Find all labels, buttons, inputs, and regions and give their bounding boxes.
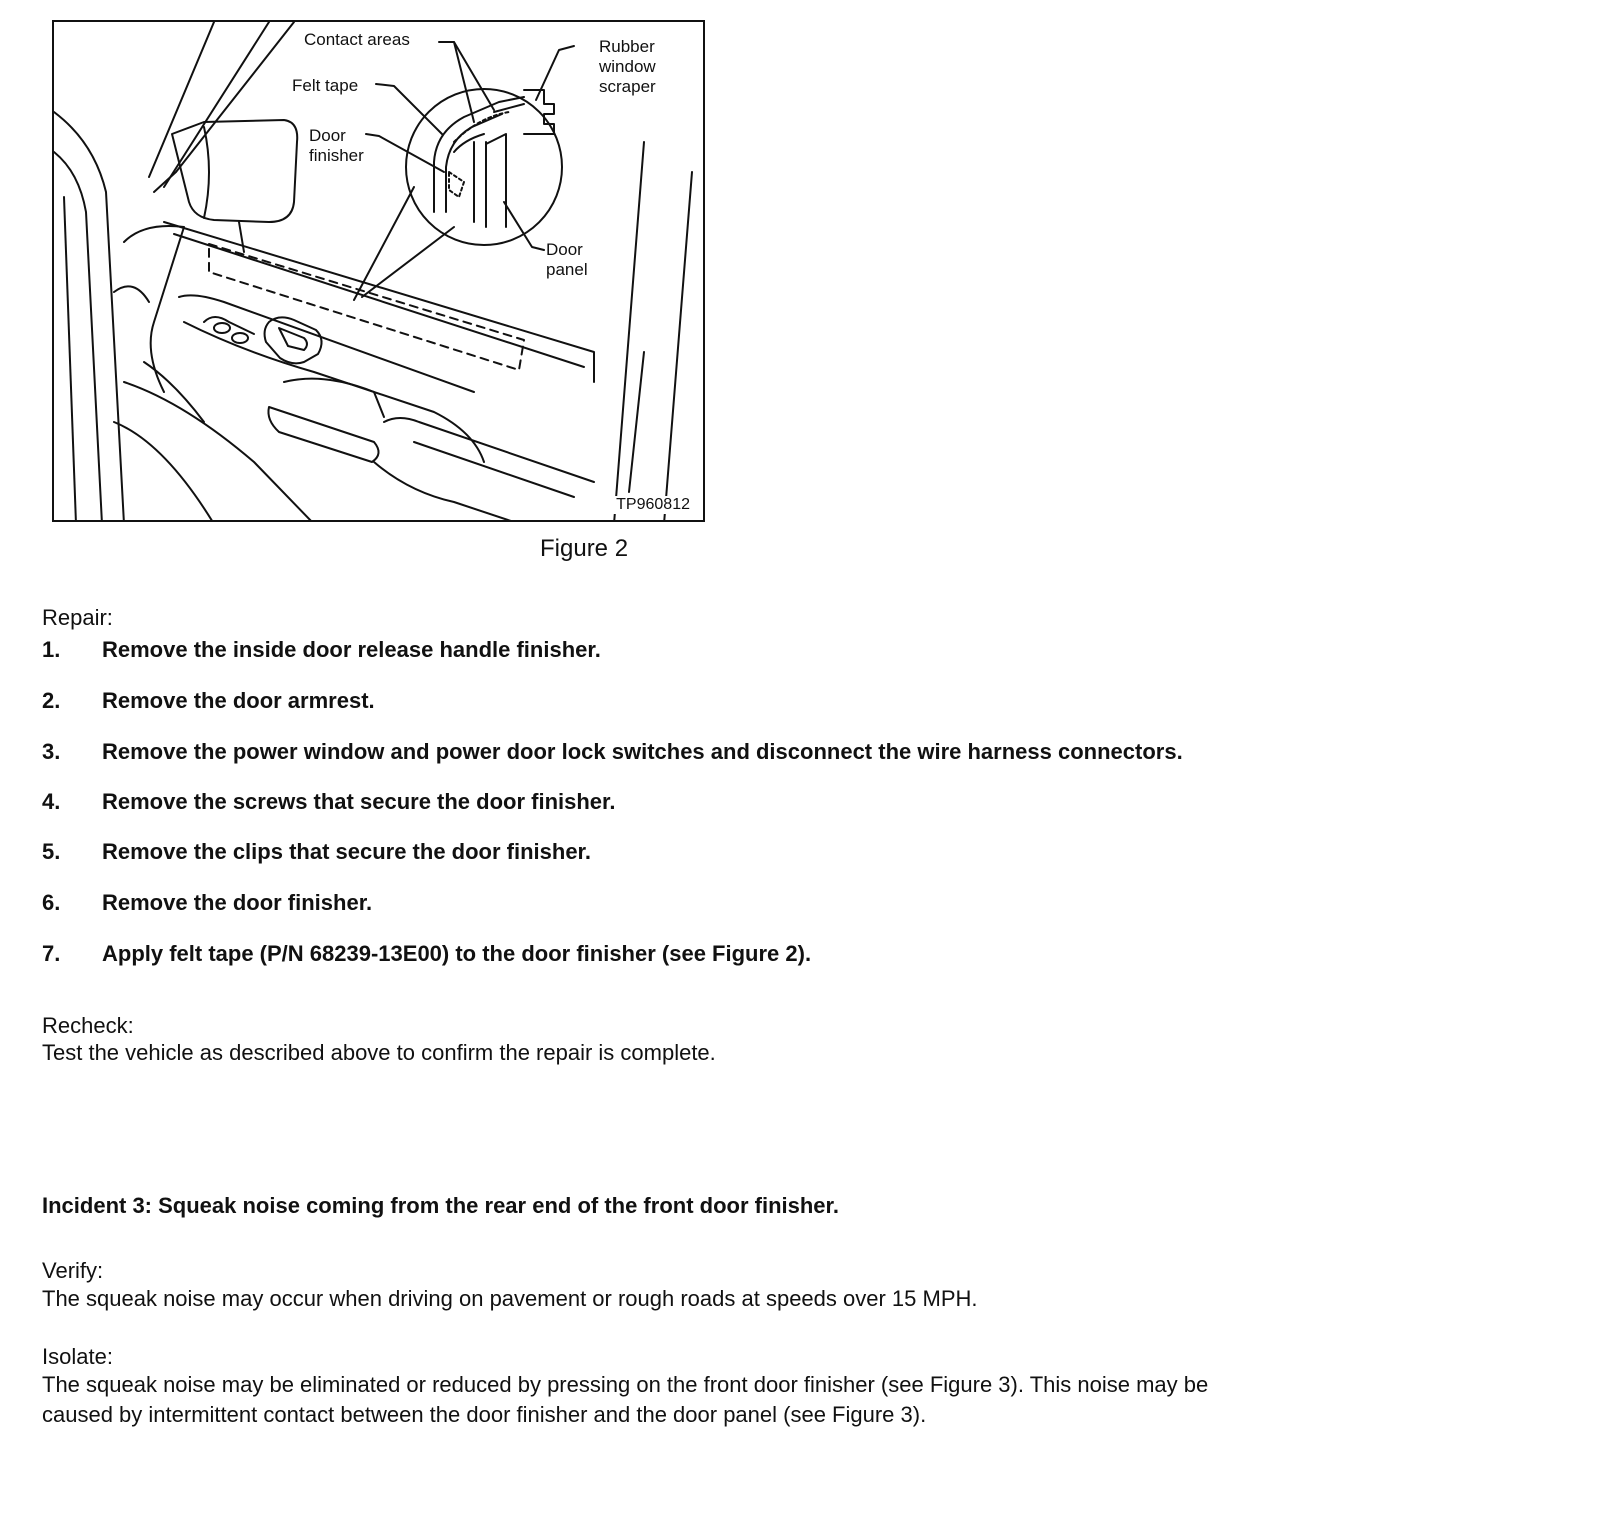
verify-text: The squeak noise may occur when driving on pavement or rough roads at speeds over 15 MPH. — [42, 1286, 978, 1311]
recheck-heading: Recheck: — [42, 1013, 134, 1038]
isolate-text-line-2: caused by intermittent contact between the door finisher and the door panel (see Figure 3). — [42, 1402, 927, 1427]
step-text: Remove the power window and power door lock switches and disconnect the wire harness connectors. — [102, 739, 1183, 764]
step-text: Remove the clips that secure the door finisher. — [102, 839, 592, 864]
figure-2-illustration — [52, 20, 705, 522]
door-diagram — [54, 22, 705, 522]
step-number: 2. — [42, 688, 61, 713]
step-number: 4. — [42, 789, 61, 814]
label-door-panel: Door panel — [546, 240, 588, 279]
figure-caption: Figure 2 — [540, 535, 629, 562]
label-contact-areas: Contact areas — [304, 30, 410, 49]
label-felt-tape: Felt tape — [292, 76, 359, 95]
step-number: 7. — [42, 941, 61, 966]
step-text: Remove the door finisher. — [102, 890, 373, 915]
label-door-finisher: Door finisher — [309, 126, 364, 165]
step-number: 6. — [42, 890, 61, 915]
step-number: 1. — [42, 637, 61, 662]
isolate-heading: Isolate: — [42, 1344, 113, 1369]
step-number: 5. — [42, 839, 61, 864]
isolate-text-line-1: The squeak noise may be eliminated or reduced by pressing on the front door finisher (see Figure 3). This noise may be — [42, 1372, 1209, 1397]
figure-code: TP960812 — [613, 496, 693, 514]
step-text: Remove the door armrest. — [102, 688, 375, 713]
recheck-text: Test the vehicle as described above to confirm the repair is complete. — [42, 1040, 716, 1065]
repair-heading: Repair: — [42, 605, 113, 630]
step-number: 3. — [42, 739, 61, 764]
verify-heading: Verify: — [42, 1258, 104, 1283]
step-text: Remove the inside door release handle finisher. — [102, 637, 601, 662]
step-text: Remove the screws that secure the door finisher. — [102, 789, 616, 814]
step-text: Apply felt tape (P/N 68239-13E00) to the door finisher (see Figure 2). — [102, 941, 812, 966]
incident-title: Incident 3: Squeak noise coming from the rear end of the front door finisher. — [42, 1193, 839, 1218]
label-rubber-window-scraper: Rubber window scraper — [599, 37, 656, 96]
